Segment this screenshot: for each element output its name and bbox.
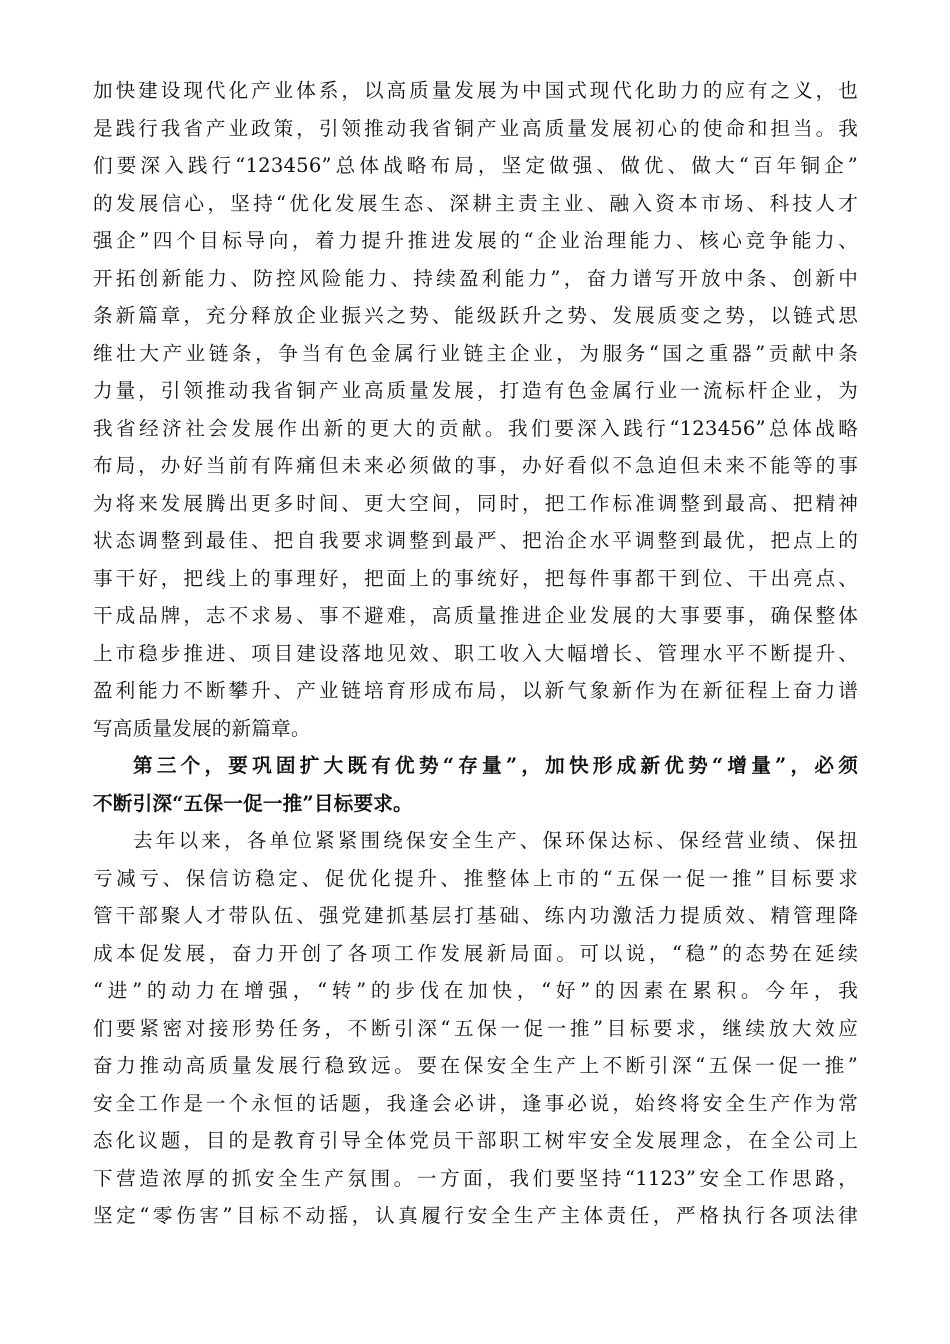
section-heading	[93, 747, 858, 822]
text-line: 强企”四个目标导向，着力提升推进发展的“企业治理能力、核心竞争能力、	[93, 229, 858, 252]
document-page	[93, 72, 858, 1235]
text-line: 事干好，把线上的事理好，把面上的事统好，把每件事都干到位、干出亮点、	[93, 566, 858, 590]
text-line: 态化议题，目的是教育引导全体党员干部职工树牢安全发展理念，在全公司上	[93, 1129, 858, 1152]
text-line: 坚定“零伤害”目标不动摇，认真履行安全生产主体责任，严格执行各项法律	[93, 1204, 858, 1227]
text-line: 干成品牌，志不求易、事不避难，高质量推进企业发展的大事要事，确保整体	[93, 604, 858, 627]
text-line: 是践行我省产业政策，引领推动我省铜产业高质量发展初心的使命和担当。我	[93, 116, 858, 140]
text-line: 们要紧密对接形势任务，不断引深“五保一促一推”目标要求，继续放大效应	[93, 1016, 858, 1040]
text-line: 为将来发展腾出更多时间、更大空间，同时，把工作标准调整到最高、把精神	[93, 491, 858, 515]
text-line: 加快建设现代化产业体系，以高质量发展为中国式现代化助力的应有之义，也	[93, 79, 858, 102]
text-line: 盈利能力不断攀升、产业链培育形成布局，以新气象新作为在新征程上奋力谱	[93, 679, 858, 702]
heading-line: 第三个，要巩固扩大既有优势“存量”，加快形成新优势“增量”，必须	[133, 754, 858, 777]
text-line: 成本促发展，奋力开创了各项工作发展新局面。可以说，“稳”的态势在延续	[93, 941, 858, 965]
text-line: 维壮大产业链条，争当有色金属行业链主企业，为服务“国之重器”贡献中条	[93, 341, 858, 365]
text-line: 上市稳步推进、项目建设落地见效、职工收入大幅增长、管理水平不断提升、	[93, 641, 858, 665]
text-line: 亏减亏、保信访稳定、促优化提升、推整体上市的“五保一促一推”目标要求	[93, 866, 858, 890]
text-line: 力量，引领推动我省铜产业高质量发展，打造有色金属行业一流标杆企业，为	[93, 379, 858, 402]
text-line: 开拓创新能力、防控风险能力、持续盈利能力”，奋力谱写开放中条、创新中	[93, 266, 858, 290]
paragraph-five-guarantees	[93, 822, 858, 1235]
text-line: 状态调整到最佳、把自我要求调整到最严、把治企水平调整到最优，把点上的	[93, 529, 858, 552]
text-line: 条新篇章，充分释放企业振兴之势、能级跃升之势、发展质变之势，以链式思	[93, 304, 858, 327]
text-line: 下营造浓厚的抓安全生产氛围。一方面，我们要坚持“1123”安全工作思路，	[93, 1166, 858, 1190]
paragraph-strategy	[93, 72, 858, 747]
text-line: 奋力推动高质量发展行稳致远。要在保安全生产上不断引深“五保一促一推”	[93, 1054, 858, 1077]
heading-line: 不断引深“五保一促一推”目标要求。	[93, 791, 413, 815]
text-line: “进”的动力在增强，“转”的步伐在加快，“好”的因素在累积。今年，我	[93, 979, 858, 1002]
text-line: 我省经济社会发展作出新的更大的贡献。我们要深入践行“123456”总体战略	[93, 416, 858, 440]
text-line: 管干部聚人才带队伍、强党建抓基层打基础、练内功激活力提质效、精管理降	[93, 904, 858, 927]
text-line: 们要深入践行“123456”总体战略布局，坚定做强、做优、做大“百年铜企”	[93, 154, 858, 177]
text-line: 的发展信心，坚持“优化发展生态、深耕主责主业、融入资本市场、科技人才	[93, 191, 858, 215]
text-line: 写高质量发展的新篇章。	[93, 716, 311, 740]
text-line: 去年以来，各单位紧紧围绕保安全生产、保环保达标、保经营业绩、保扭	[133, 829, 858, 852]
text-line: 安全工作是一个永恒的话题，我逢会必讲，逢事必说，始终将安全生产作为常	[93, 1091, 858, 1115]
text-line: 布局，办好当前有阵痛但未来必须做的事，办好看似不急迫但未来不能等的事	[93, 454, 858, 477]
